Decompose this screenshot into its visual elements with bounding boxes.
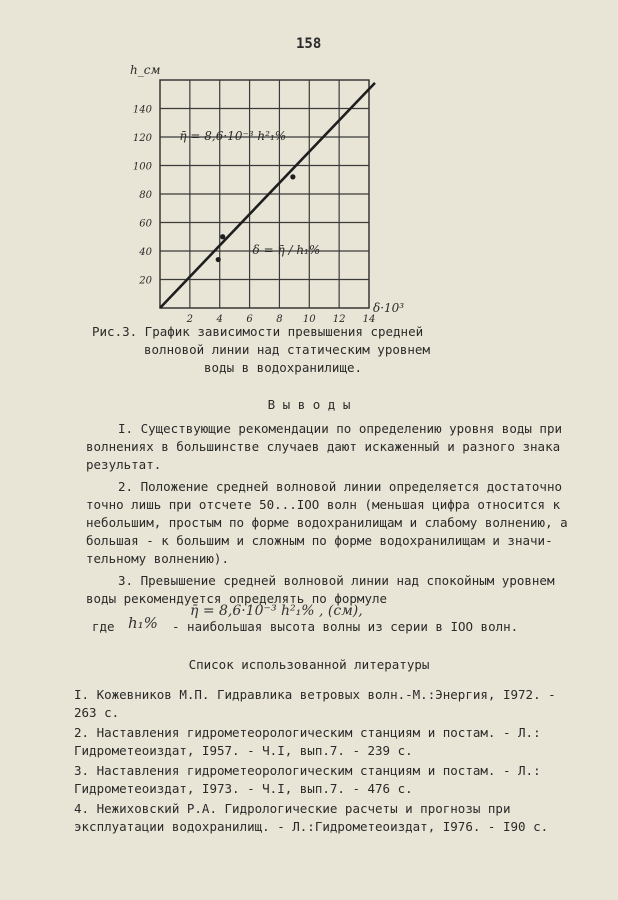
reference-4-line1: 4. Нежиховский Р.А. Гидрологические расчеты и прогнозы при <box>74 801 511 816</box>
reference-1-line1: I. Кожевников М.П. Гидравлика ветровых волн.-М.:Энергия, I972. - <box>74 687 556 702</box>
x-tick-label: 6 <box>246 314 253 325</box>
conclusion-1-line3: результат. <box>86 457 162 472</box>
y-tick-label: 60 <box>139 218 152 230</box>
reference-2-line2: Гидрометеоиздат, I957. - Ч.I, вып.7. - 239 с. <box>74 743 413 758</box>
x-tick-label: 10 <box>302 314 316 325</box>
annotation-delta: δ = η̄ / h₁% <box>252 242 321 257</box>
conclusion-2-line5: тельному волнению). <box>86 551 229 566</box>
conclusions-heading: В ы в о д ы <box>267 397 351 412</box>
chart <box>110 58 405 325</box>
page-number: 158 <box>296 36 322 52</box>
y-tick-label: 120 <box>132 133 152 144</box>
x-tick-label: 8 <box>276 314 283 325</box>
conclusion-1-line2: волнениях в большинстве случаев дают искаженный и разного знака <box>86 439 561 454</box>
figure-caption-line3: воды в водохранилище. <box>204 360 363 375</box>
x-tick-label: 4 <box>216 314 223 325</box>
conclusion-3-line2: воды рекомендуется определять по формуле <box>86 591 388 606</box>
reference-3-line2: Гидрометеоиздат, I973. - Ч.I, вып.7. - 476 с. <box>74 781 413 796</box>
x-tick-label: 12 <box>332 314 346 325</box>
y-tick-label: 100 <box>132 161 152 173</box>
conclusion-1-line1: I. Существующие рекомендации по определению уровня воды при <box>118 421 563 436</box>
figure-caption-line1: Рис.3. График зависимости превышения средней <box>92 324 424 339</box>
data-point <box>290 174 295 179</box>
x-tick-label: 2 <box>186 314 194 325</box>
conclusion-3-line1: 3. Превышение средней волновой линии над спокойным уровнем <box>118 573 555 588</box>
y-axis-label: h_см <box>130 63 161 77</box>
x-axis-label: δ·10³ <box>373 301 405 315</box>
y-tick-label: 20 <box>139 275 152 287</box>
where-symbol: h₁% <box>128 614 158 632</box>
reference-2-line1: 2. Наставления гидрометеорологическим станциям и постам. - Л.: <box>74 725 541 740</box>
conclusion-2-line4: большая - к большим и сложным по форме водохранилищам и значи- <box>86 533 553 548</box>
regression-line <box>160 83 375 308</box>
reference-4-line2: эксплуатации водохранилищ. - Л.:Гидрометеоиздат, I976. - I90 с. <box>74 819 549 834</box>
where-label: где <box>92 619 115 634</box>
conclusion-2-line1: 2. Положение средней волновой линии определяется достаточно <box>118 479 563 494</box>
figure-caption-line2: волновой линии над статическим уровнем <box>144 342 430 357</box>
conclusion-2-line2: точно лишь при отсчете 50...IOO волн (меньшая цифра относится к <box>86 497 561 512</box>
y-tick-label: 140 <box>132 104 152 116</box>
reference-3-line1: 3. Наставления гидрометеорологическим станциям и постам. - Л.: <box>74 763 541 778</box>
where-text: - наибольшая высота волны из серии в IOO волн. <box>172 619 519 634</box>
data-point <box>216 257 221 262</box>
y-tick-label: 40 <box>139 247 152 258</box>
x-tick-label: 14 <box>362 314 376 325</box>
conclusion-2-line3: небольшим, простым по форме водохранилищам и слабому волнению, а <box>86 515 568 530</box>
formula: η̄ = 8,6·10⁻³ h²₁% , (см), <box>190 603 363 619</box>
annotation-formula: η̄ = 8,6·10⁻³ h²₁% <box>179 128 287 143</box>
reference-1-line2: 263 с. <box>74 705 120 720</box>
references-heading: Список использованной литературы <box>188 657 430 672</box>
y-tick-label: 80 <box>139 190 152 201</box>
